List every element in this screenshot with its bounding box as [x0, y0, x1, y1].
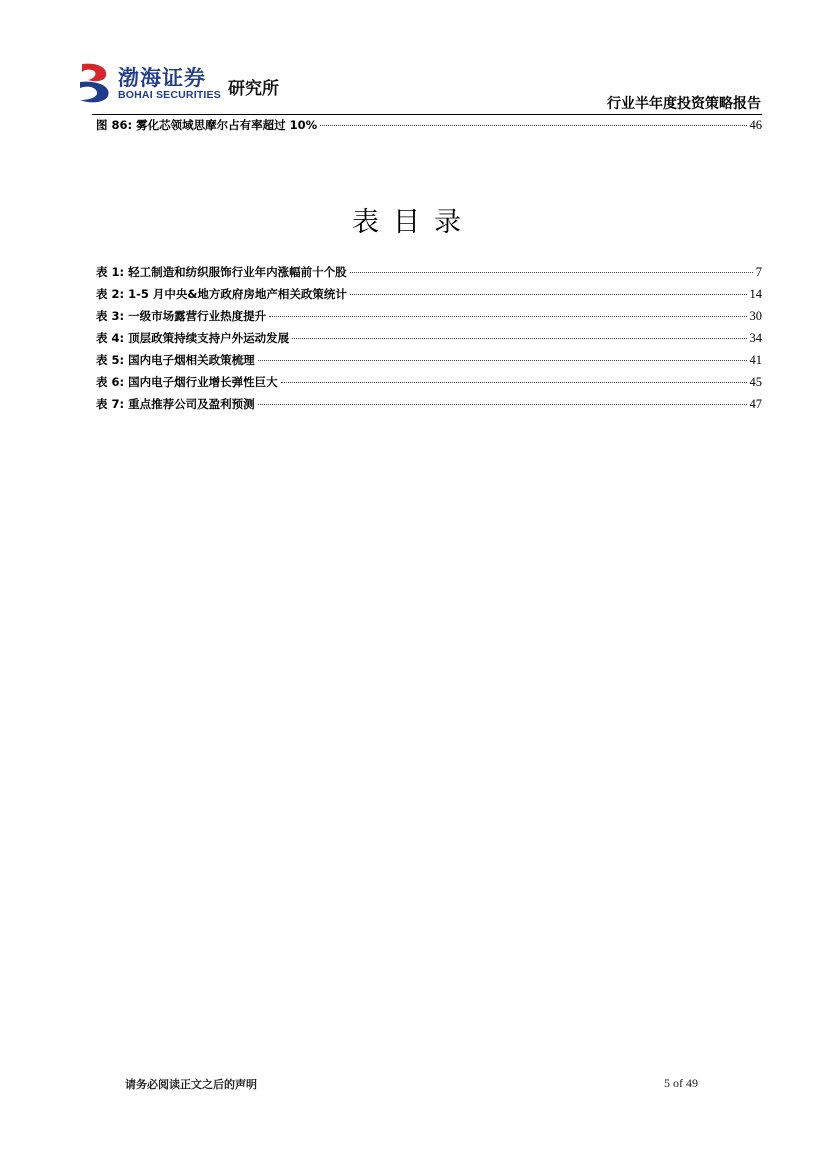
toc-entry-label: 表 5: 国内电子烟相关政策梳理: [96, 353, 255, 367]
toc-entry-page: 14: [749, 287, 762, 301]
toc-entry-page: 45: [749, 375, 762, 389]
table-toc-entry[interactable]: [96, 286, 762, 304]
table-toc-entry[interactable]: [96, 264, 762, 282]
toc-leader-dots: [320, 124, 746, 126]
footer-disclaimer: 请务必阅读正文之后的声明: [125, 1078, 257, 1091]
toc-entry-page: 41: [749, 353, 762, 367]
toc-leader-dots: [258, 403, 747, 405]
table-toc-entry[interactable]: [96, 330, 762, 348]
footer-page-number: 5 of 49: [664, 1076, 698, 1090]
bohai-logo: [78, 62, 308, 106]
table-toc-entry[interactable]: [96, 396, 762, 414]
bohai-logo-mark-icon: [78, 62, 118, 104]
toc-leader-dots: [350, 271, 753, 273]
logo-chinese-name: 渤海证券: [118, 66, 206, 90]
table-toc-entry[interactable]: [96, 374, 762, 392]
toc-entry-page: 7: [755, 265, 762, 279]
toc-entry-page: 47: [749, 397, 762, 411]
toc-entry-page: 46: [749, 118, 762, 132]
toc-entry-page: 30: [749, 309, 762, 323]
table-toc-entry[interactable]: [96, 308, 762, 326]
table-of-tables-title: 表目录: [352, 207, 475, 238]
toc-entry-label: 表 7: 重点推荐公司及盈利预测: [96, 397, 255, 411]
toc-leader-dots: [258, 359, 747, 361]
toc-entry-label: 表 6: 国内电子烟行业增长弹性巨大: [96, 375, 278, 389]
toc-leader-dots: [350, 293, 747, 295]
figure-toc-entry[interactable]: [96, 117, 762, 135]
page-header: [0, 0, 827, 115]
toc-entry-label: 表 2: 1-5 月中央&地方政府房地产相关政策统计: [96, 287, 347, 301]
toc-entry-label: 表 4: 顶层政策持续支持户外运动发展: [96, 331, 290, 345]
report-type: 行业半年度投资策略报告: [607, 96, 761, 112]
header-divider: [92, 114, 762, 115]
toc-leader-dots: [269, 315, 746, 317]
toc-leader-dots: [281, 381, 747, 383]
logo-english-name: BOHAI SECURITIES: [118, 89, 221, 101]
logo-research-institute: 研究所: [228, 79, 279, 99]
toc-entry-label: 图 86: 雾化芯领域思摩尔占有率超过 10%: [96, 118, 318, 132]
toc-leader-dots: [292, 337, 746, 339]
table-toc-entry[interactable]: [96, 352, 762, 370]
toc-entry-label: 表 1: 轻工制造和纺织服饰行业年内涨幅前十个股: [96, 265, 347, 279]
toc-entry-page: 34: [749, 331, 762, 345]
toc-entry-label: 表 3: 一级市场露营行业热度提升: [96, 309, 267, 323]
